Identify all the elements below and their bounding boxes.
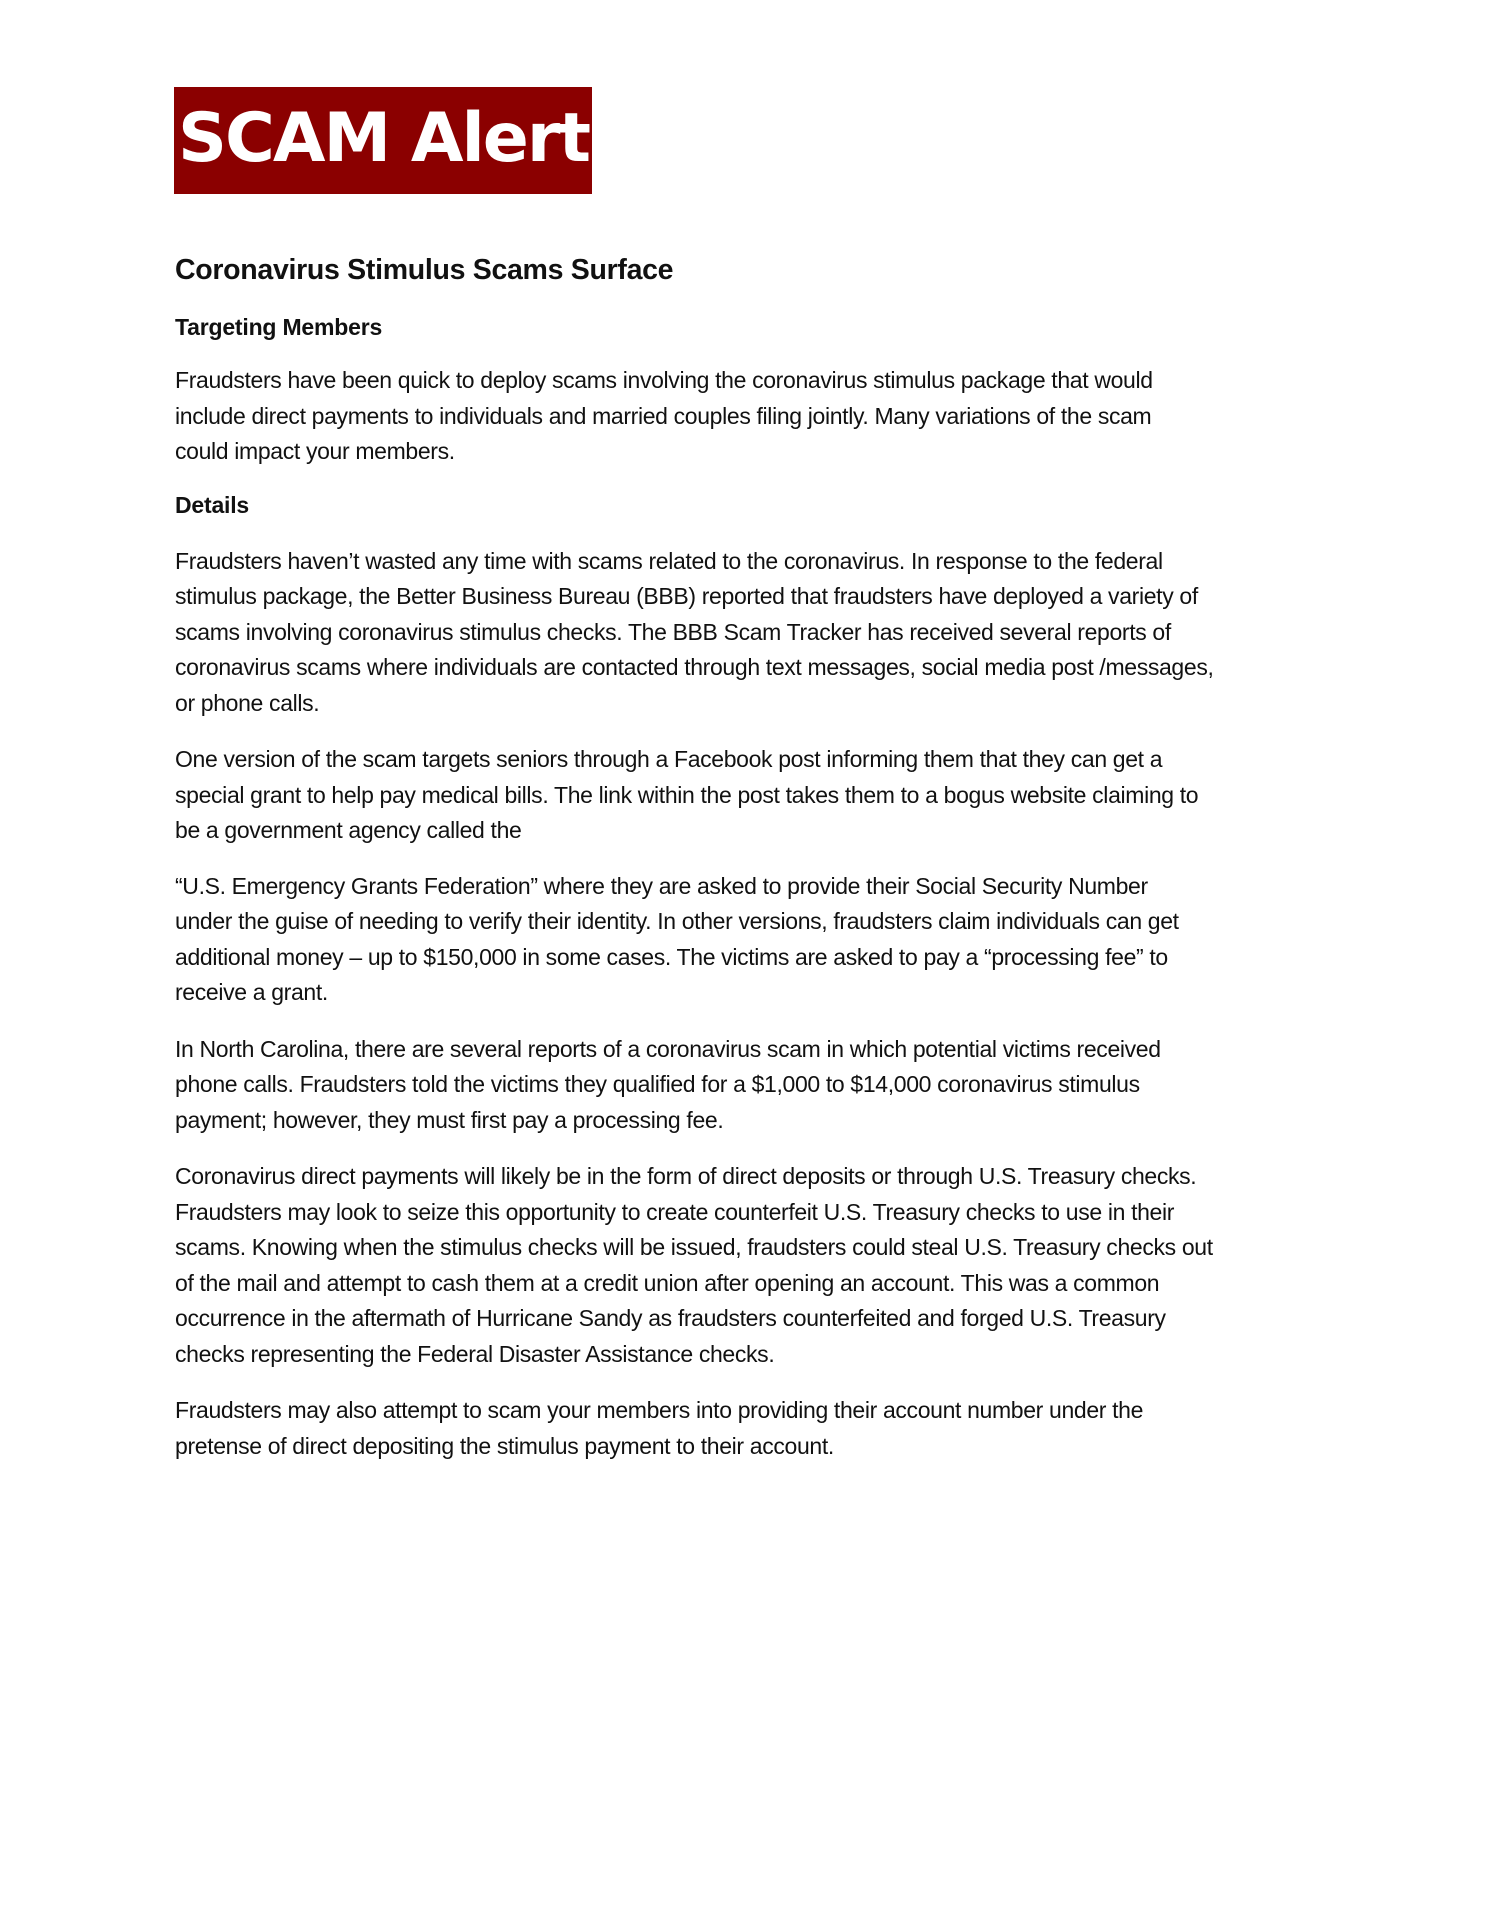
paragraph-details xyxy=(175,544,1325,722)
text-line: checks representing the Federal Disaster Assistance checks. xyxy=(175,1340,775,1367)
text-line: under the guise of needing to verify their identity. In other versions, fraudsters claim individuals can get xyxy=(175,908,1179,934)
article-title: Coronavirus Stimulus Scams Surface xyxy=(175,254,674,286)
paragraph-north-carolina xyxy=(175,1032,1325,1139)
text-line: Fraudsters haven’t wasted any time with scams related to the coronavirus. In response to the federal xyxy=(175,547,1163,574)
text-line: include direct payments to individuals and married couples filing jointly. Many variations of the scam xyxy=(175,402,1152,429)
article xyxy=(175,250,1325,1464)
text-line: Fraudsters may also attempt to scam your members into providing their account number under the xyxy=(175,1397,1144,1423)
text-line: scams. Knowing when the stimulus checks will be issued, fraudsters could steal U.S. Treasury checks out xyxy=(175,1234,1213,1260)
text-line: coronavirus scams where individuals are contacted through text messages, social media post /messages, xyxy=(175,654,1214,680)
paragraph-grants-federation xyxy=(175,869,1325,1011)
text-line: One version of the scam targets seniors through a Facebook post informing them that they can get a xyxy=(175,746,1163,772)
text-line: be a government agency called the xyxy=(175,817,522,843)
text-line: Coronavirus direct payments will likely be in the form of direct deposits or through U.S. Treasury checks. xyxy=(175,1163,1197,1189)
text-line: special grant to help pay medical bills. The link within the post takes them to a bogus website claiming to xyxy=(175,781,1199,808)
text-line: In North Carolina, there are several reports of a coronavirus scam in which potential victims received xyxy=(175,1035,1161,1062)
text-line: could impact your members. xyxy=(175,438,455,464)
scam-alert-banner xyxy=(174,87,592,194)
text-line: or phone calls. xyxy=(175,689,320,716)
text-line: additional money – up to $150,000 in some cases. The victims are asked to pay a “processing fee” to xyxy=(175,943,1168,970)
text-line: phone calls. Fraudsters told the victims they qualified for a $1,000 to $14,000 coronavirus stimulus xyxy=(175,1071,1140,1097)
paragraph-intro xyxy=(175,363,1325,470)
section-heading-details: Details xyxy=(175,491,250,518)
banner-text: SCAM Alert xyxy=(178,99,589,178)
paragraph-facebook-scam xyxy=(175,742,1325,849)
text-line: payment; however, they must first pay a processing fee. xyxy=(175,1106,724,1133)
paragraph-account-number xyxy=(175,1393,1325,1464)
text-line: stimulus package, the Better Business Bureau (BBB) reported that fraudsters have deployed a variety of xyxy=(175,583,1198,609)
text-line: occurrence in the aftermath of Hurricane Sandy as fraudsters counterfeited and forged U.S. Treasury xyxy=(175,1305,1166,1331)
text-line: of the mail and attempt to cash them at a credit union after opening an account. This was a common xyxy=(175,1269,1160,1296)
text-line: pretense of direct depositing the stimulus payment to their account. xyxy=(175,1432,834,1459)
text-line: “U.S. Emergency Grants Federation” where they are asked to provide their Social Security Number xyxy=(175,872,1148,899)
text-line: scams involving coronavirus stimulus checks. The BBB Scam Tracker has received several reports of xyxy=(175,618,1171,645)
paragraph-treasury-checks xyxy=(175,1159,1325,1372)
text-line: receive a grant. xyxy=(175,979,328,1005)
text-line: Fraudsters may look to seize this opportunity to create counterfeit U.S. Treasury checks to use in their xyxy=(175,1198,1175,1225)
section-heading-targeting-members: Targeting Members xyxy=(175,314,383,340)
text-line: Fraudsters have been quick to deploy scams involving the coronavirus stimulus package that would xyxy=(175,367,1153,393)
